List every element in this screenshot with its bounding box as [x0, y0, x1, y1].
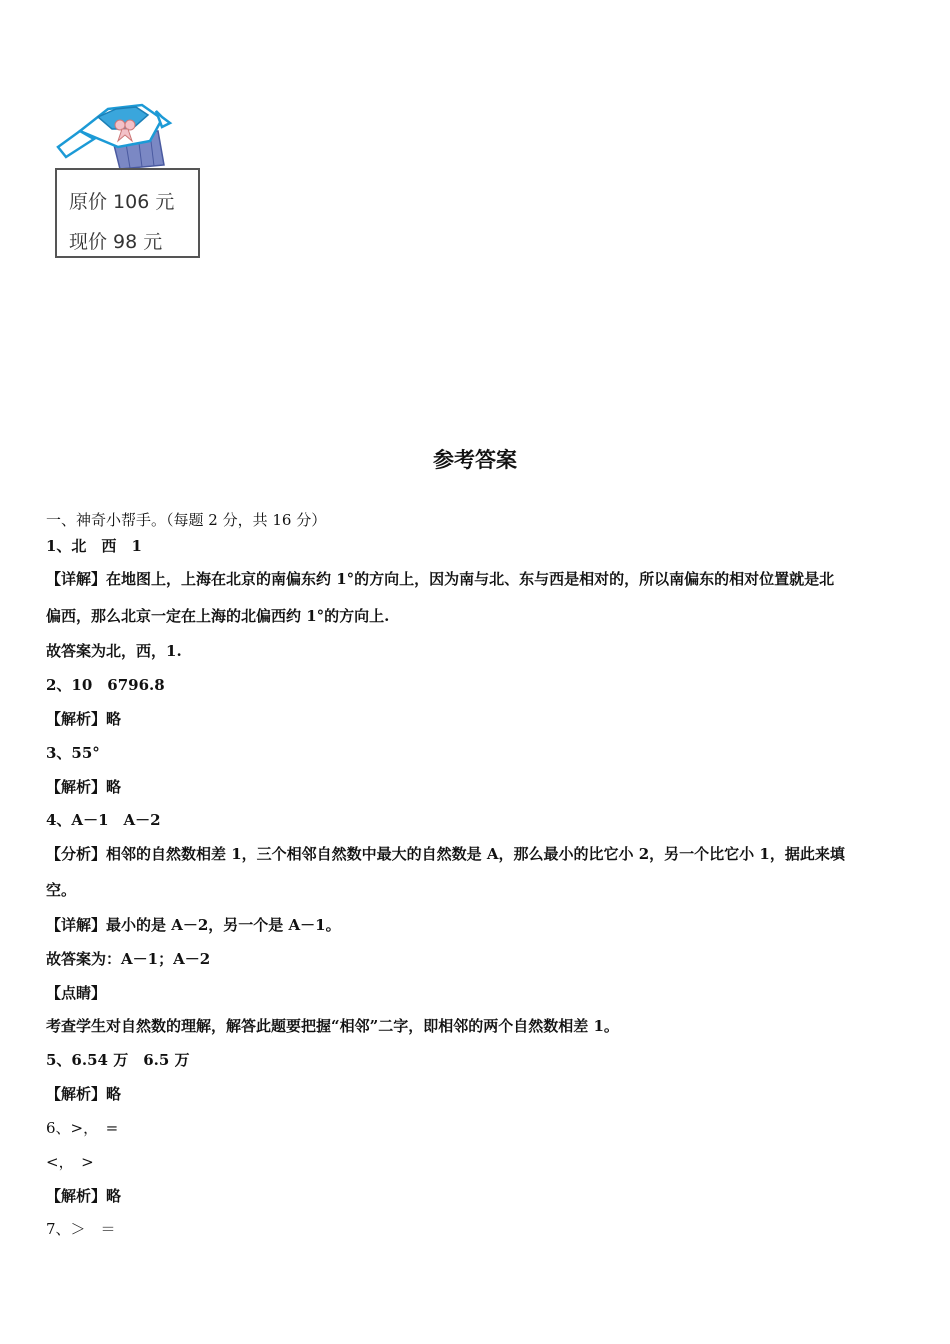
q4-conclusion: 故答案为：A－1；A－2 — [46, 950, 211, 968]
q3-analysis: 【解析】略 — [46, 778, 122, 796]
q6-answer-cont: <， > — [46, 1153, 94, 1171]
q1-detail-cont: 偏西，那么北京一定在上海的北偏西约 1°的方向上. — [46, 607, 390, 625]
q4-fenxi-cont: 空。 — [46, 881, 77, 899]
q5-answer: 5、6.54 万 6.5 万 — [46, 1051, 190, 1069]
original-price: 原价 106 元 — [69, 191, 175, 213]
sailor-uniform-icon — [50, 95, 210, 175]
q7-answer: 7、＞ ＝ — [46, 1220, 116, 1238]
q1-conclusion: 故答案为北，西，1. — [46, 642, 182, 660]
page-title: 参考答案 — [433, 448, 517, 472]
q4-detail: 【详解】最小的是 A－2，另一个是 A－1。 — [46, 916, 341, 934]
q5-analysis: 【解析】略 — [46, 1085, 122, 1103]
section-heading: 一、神奇小帮手。（每题 2 分，共 16 分） — [46, 511, 327, 529]
q2-answer: 2、10 6796.8 — [46, 676, 165, 694]
price-tag — [55, 168, 200, 258]
q6-answer: 6、>， = — [46, 1119, 119, 1137]
q1-answer: 1、北 西 1 — [46, 537, 142, 555]
q4-dianjing-text: 考查学生对自然数的理解，解答此题要把握“相邻”二字，即相邻的两个自然数相差 1。 — [46, 1017, 619, 1035]
current-price: 现价 98 元 — [69, 231, 163, 253]
q4-dianjing-label: 【点睛】 — [46, 984, 107, 1002]
q6-analysis: 【解析】略 — [46, 1187, 122, 1205]
q4-fenxi: 【分析】相邻的自然数相差 1，三个相邻自然数中最大的自然数是 A，那么最小的比它小 2，另一个比它小 1，据此来填 — [46, 845, 845, 863]
q4-answer: 4、A－1 A－2 — [46, 811, 161, 829]
q1-detail: 【详解】在地图上，上海在北京的南偏东约 1°的方向上，因为南与北、东与西是相对的，所以南偏东的相对位置就是北 — [46, 570, 835, 588]
q3-answer: 3、55° — [46, 744, 100, 762]
q2-analysis: 【解析】略 — [46, 710, 122, 728]
